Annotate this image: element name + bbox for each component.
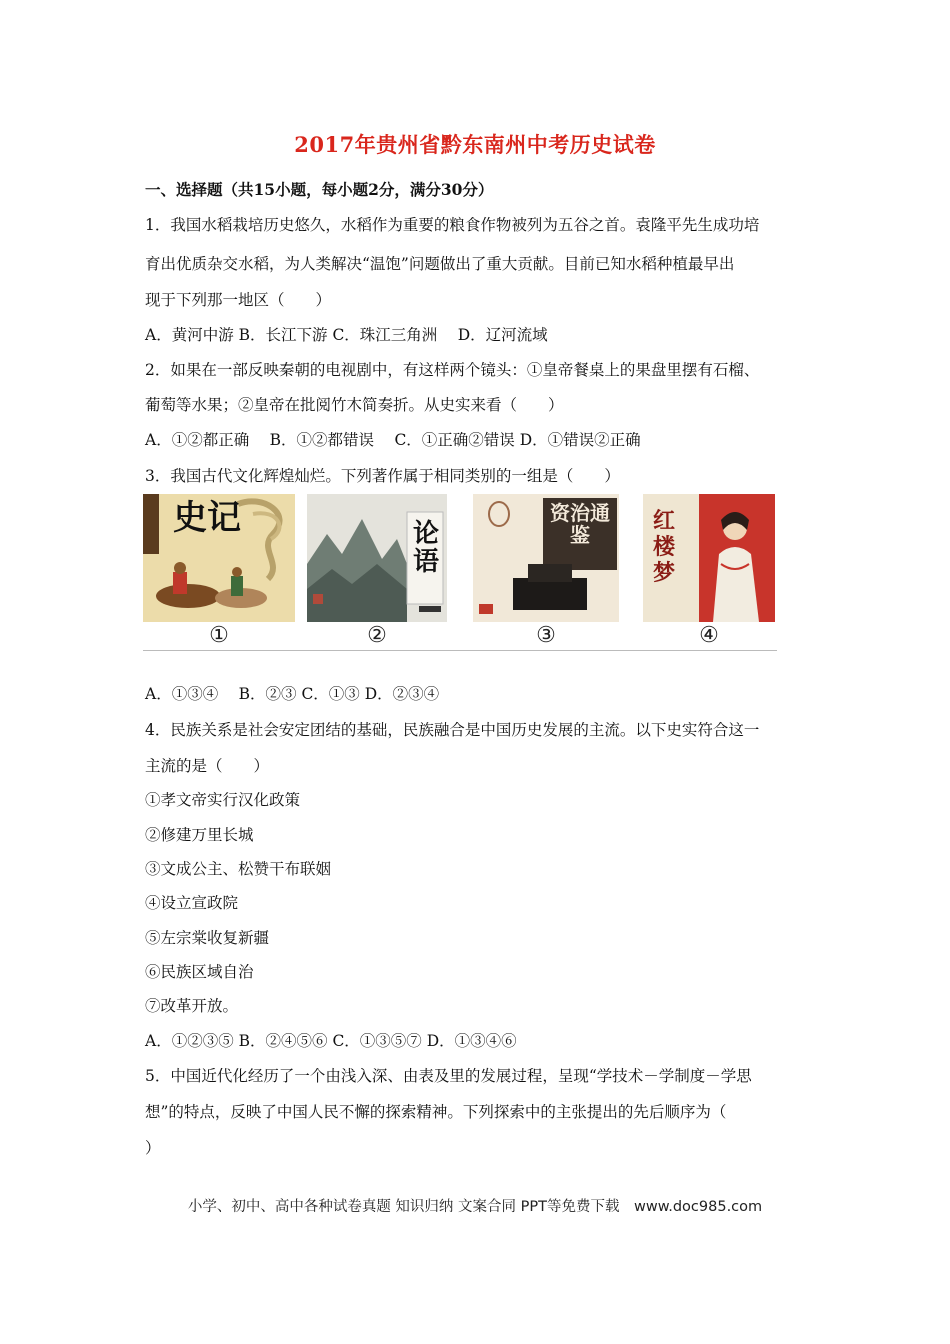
page-footer: 小学、初中、高中各种试卷真题 知识归纳 文案合同 PPT等免费下载 www.doc985.com: [187, 1199, 763, 1215]
book-covers-figure: [143, 494, 777, 652]
q1-options: A．黄河中游 B．长江下游 C．珠江三角洲 D．辽河流域: [145, 326, 548, 344]
q4-line-1: 4．民族关系是社会安定团结的基础，民族融合是中国历史发展的主流。以下史实符合这一: [145, 721, 760, 739]
caption-1: ①: [209, 623, 229, 648]
book-title-lunyu: 论语: [412, 519, 439, 577]
book-cover-shiji: [143, 494, 295, 622]
q4-item-6: ⑥民族区域自治: [145, 963, 254, 981]
q5-line-1: 5．中国近代化经历了一个由浅入深、由表及里的发展过程，呈现“学技术－学制度－学思: [145, 1067, 752, 1085]
caption-4: ④: [699, 623, 719, 648]
q4-item-2: ②修建万里长城: [145, 826, 254, 844]
book-title-shiji: 史记: [173, 498, 241, 538]
page-title: 2017年贵州省黔东南州中考历史试卷: [294, 132, 656, 157]
book-cover-zizhitongjian: [473, 494, 619, 622]
q4-item-7: ⑦改革开放。: [145, 997, 239, 1015]
q1-line-1: 1．我国水稻栽培历史悠久，水稻作为重要的粮食作物被列为五谷之首。袁隆平先生成功培: [145, 216, 760, 234]
q2-line-2: 葡萄等水果；②皇帝在批阅竹木简奏折。从史实来看（ ）: [145, 396, 564, 414]
caption-3: ③: [536, 623, 556, 648]
q3-line-1: 3．我国古代文化辉煌灿烂。下列著作属于相同类别的一组是（ ）: [145, 467, 620, 485]
book-cover-lunyu: [307, 494, 447, 622]
q4-item-3: ③文成公主、松赞干布联姻: [145, 860, 332, 878]
q1-line-2: 育出优质杂交水稻，为人类解决“温饱”问题做出了重大贡献。目前已知水稻种植最早出: [145, 255, 735, 273]
q4-item-1: ①孝文帝实行汉化政策: [145, 791, 301, 809]
q5-line-2: 想”的特点，反映了中国人民不懈的探索精神。下列探索中的主张提出的先后顺序为（: [145, 1103, 727, 1121]
q2-options: A．①②都正确 B．①②都错误 C．①正确②错误 D．①错误②正确: [145, 431, 641, 449]
q4-options: A．①②③⑤ B．②④⑤⑥ C．①③⑤⑦ D．①③④⑥: [145, 1032, 517, 1050]
book-cover-hongloumeng: [643, 494, 775, 622]
q5-line-3: ）: [145, 1139, 161, 1157]
q1-line-3: 现于下列那一地区（ ）: [145, 291, 332, 309]
q4-item-5: ⑤左宗棠收复新疆: [145, 929, 270, 947]
book-title-zizhitongjian: 资治通鉴: [550, 501, 610, 547]
caption-2: ②: [367, 623, 387, 648]
q4-line-2: 主流的是（ ）: [145, 757, 270, 775]
section-heading: 一、选择题（共15小题，每小题2分，满分30分）: [145, 180, 494, 199]
q2-line-1: 2．如果在一部反映秦朝的电视剧中，有这样两个镜头：①皇帝餐桌上的果盘里摆有石榴、: [145, 361, 760, 379]
book-title-hongloumeng: 红楼梦: [653, 508, 676, 586]
q3-options: A．①③④ B．②③ C．①③ D．②③④: [145, 685, 440, 703]
q4-item-4: ④设立宣政院: [145, 894, 239, 912]
